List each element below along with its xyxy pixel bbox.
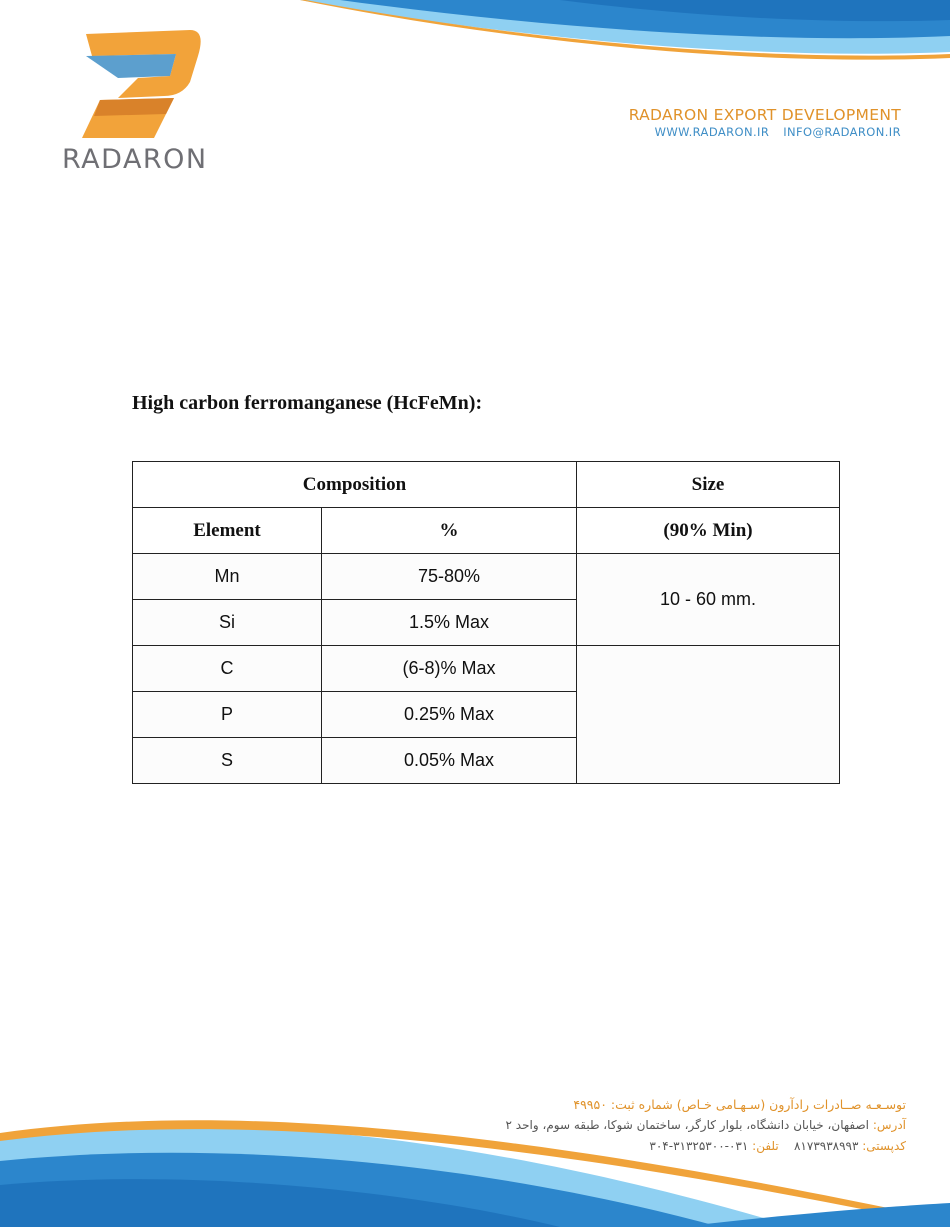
table-subheader-row — [133, 508, 840, 554]
footer-firm-line: توسـعـه صــادرات رادآرون (سـهـامی خـاص) شماره ثبت: ۴۹۹۵۰ — [573, 1097, 906, 1112]
company-info — [629, 106, 901, 140]
phone-number[interactable]: ۰۳۱-۳۱۳۲۵۳۰۰-۳۰۴ — [649, 1139, 749, 1153]
company-website-link[interactable]: WWW.RADARON.IR — [654, 125, 770, 139]
radaron-logo-mark-icon — [78, 26, 208, 144]
element-cell: C — [133, 646, 322, 692]
address-label: آدرس: — [872, 1118, 906, 1132]
address-text: اصفهان، خیابان دانشگاه، بلوار کارگر، ساختمان شوکا، طبقه سوم، واحد ۲ — [505, 1118, 869, 1132]
composition-table — [132, 461, 840, 784]
size-note-header: (90% Min) — [577, 508, 840, 554]
company-contacts — [629, 124, 901, 140]
table-header-row — [133, 462, 840, 508]
composition-header: Composition — [133, 462, 577, 508]
postal-code: ۸۱۷۳۹۳۸۹۹۳ — [793, 1139, 859, 1153]
percent-cell: 75-80% — [322, 554, 577, 600]
size-value-cell: 10 - 60 mm. — [577, 554, 840, 646]
postal-label: کدپستی: — [862, 1139, 906, 1153]
element-cell: Si — [133, 600, 322, 646]
radaron-logo — [30, 20, 260, 220]
element-cell: Mn — [133, 554, 322, 600]
percent-cell: 0.25% Max — [322, 692, 577, 738]
percent-cell: 0.05% Max — [322, 738, 577, 784]
size-header: Size — [577, 462, 840, 508]
logo-wordmark: RADARON — [62, 144, 208, 175]
empty-size-cell — [577, 646, 840, 784]
element-header: Element — [133, 508, 322, 554]
table-row — [133, 646, 840, 692]
percent-header: % — [322, 508, 577, 554]
company-email-link[interactable]: INFO@RADARON.IR — [783, 125, 901, 139]
element-cell: S — [133, 738, 322, 784]
percent-cell: 1.5% Max — [322, 600, 577, 646]
phone-label: تلفن: — [752, 1139, 779, 1153]
footer-wave-decoration — [0, 1097, 950, 1227]
table-row — [133, 554, 840, 600]
percent-cell: (6-8)% Max — [322, 646, 577, 692]
document-title: High carbon ferromanganese (HcFeMn): — [132, 392, 483, 414]
element-cell: P — [133, 692, 322, 738]
company-name: RADARON EXPORT DEVELOPMENT — [628, 106, 901, 124]
